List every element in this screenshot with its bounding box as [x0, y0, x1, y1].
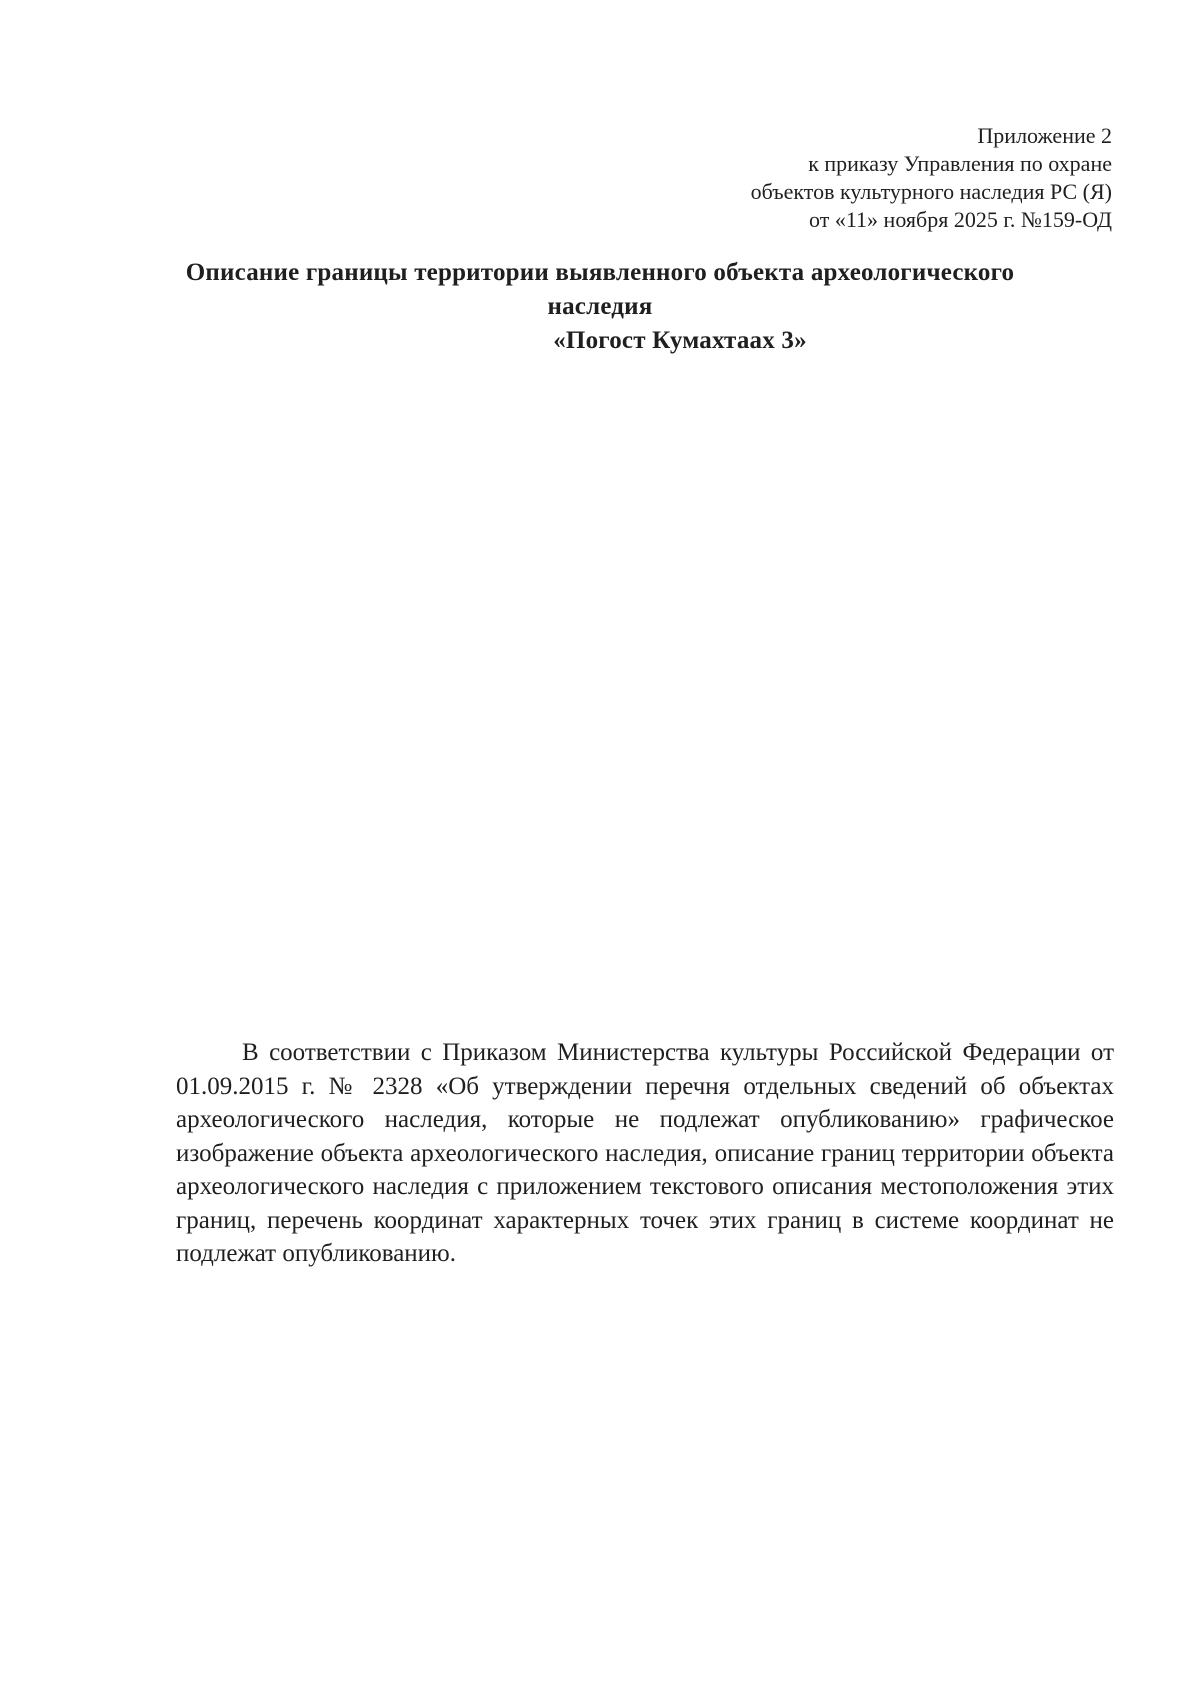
appendix-authority: объектов культурного наследия РС (Я): [750, 179, 1112, 204]
appendix-header: [552, 122, 1112, 234]
title-object-name: «Погост Кумахтаах 3»: [553, 327, 807, 354]
document-title: [150, 256, 1050, 358]
body-paragraph: В соответствии с Приказом Министерства культуры Российской Федерации от 01.09.2015 г. № 2328 «Об утверждении перечня отдельных сведений об объектах археологического наследия, которые не подлежат опубликованию» графическое изображение объекта археологического наследия, описание границ территории объекта археологического наследия с приложением текстового описания местоположения этих границ, перечень координат характерных точек этих границ в системе координат не подлежат опубликованию.: [176, 1039, 1114, 1267]
appendix-order-reference: к приказу Управления по охране: [808, 151, 1112, 176]
title-line-1: Описание границы территории выявленного объекта археологического: [185, 259, 1015, 286]
appendix-order-date: от «11» ноября 2025 г. №159-ОД: [809, 207, 1112, 232]
title-line-2: наследия: [547, 293, 653, 320]
appendix-number: Приложение 2: [977, 123, 1112, 148]
